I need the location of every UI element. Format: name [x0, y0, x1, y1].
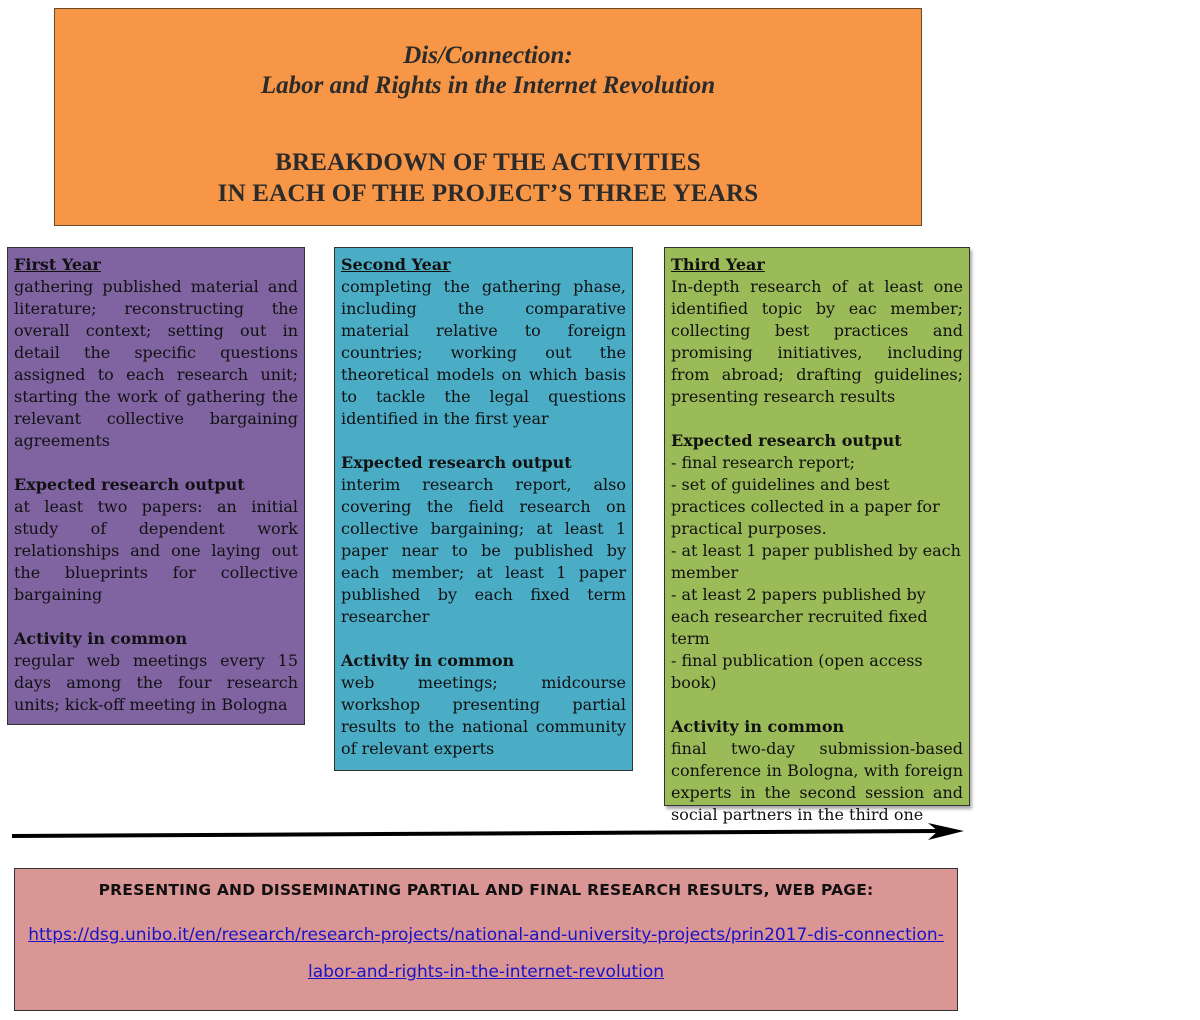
project-title-line1: Dis/Connection: — [403, 42, 573, 69]
year-title: Third Year — [671, 255, 765, 274]
year-description: gathering published material and literature; reconstructing the overall context; setting out in detail the specific questions assigned to each research unit; starting the work of gathering the relevant collective bargaining agreements — [14, 277, 298, 450]
activity-heading: Activity in common — [671, 717, 845, 736]
dissemination-heading: PRESENTING AND DISSEMINATING PARTIAL AND FINAL RESEARCH RESULTS, WEB PAGE: — [98, 881, 874, 899]
activity-heading: Activity in common — [14, 629, 188, 648]
activity-text: final two-day submission-based conference in Bologna, with foreign experts in the second session and social partners in the third one — [671, 739, 963, 824]
first-year-box — [7, 247, 305, 725]
title-box — [54, 8, 922, 226]
output-heading: Expected research output — [14, 475, 245, 494]
third-year-box — [664, 247, 970, 824]
breakdown-heading-line2: IN EACH OF THE PROJECT’S THREE YEARS — [217, 180, 759, 207]
output-item: - final publication (open access book) — [671, 651, 923, 692]
activity-text: regular web meetings every 15 days among the four research units; kick-off meeting in Bologna — [14, 651, 298, 714]
project-title — [55, 41, 921, 101]
second-year-box — [334, 247, 633, 771]
breakdown-heading — [55, 147, 921, 209]
project-web-link[interactable]: https://dsg.unibo.it/en/research/research-projects/national-and-university-projects/prin2017-dis-connection-labor-and-rights-in-the-internet-revolution — [28, 925, 944, 982]
year-title: First Year — [14, 255, 101, 274]
output-item: - final research report; — [671, 453, 856, 472]
output-item: - at least 2 papers published by each researcher recruited fixed term — [671, 585, 928, 648]
timeline-arrow — [12, 820, 966, 846]
breakdown-heading-line1: BREAKDOWN OF THE ACTIVITIES — [275, 149, 701, 176]
project-title-line2: Labor and Rights in the Internet Revolution — [260, 72, 716, 99]
output-list — [671, 452, 963, 694]
output-item: - at least 1 paper published by each member — [671, 541, 961, 582]
activity-text: web meetings; midcourse workshop presenting partial results to the national community of relevant experts — [341, 673, 626, 758]
output-heading: Expected research output — [671, 431, 902, 450]
dissemination-box — [14, 868, 958, 1011]
year-description: In-depth research of at least one identified topic by eac member; collecting best practices and promising initiatives, including from abroad; drafting guidelines; presenting research results — [671, 277, 963, 406]
output-text: interim research report, also covering the field research on collective bargaining; at least 1 paper near to be published by each member; at least 1 paper published by each fixed term researcher — [341, 475, 626, 626]
timeline-arrow-shaft — [12, 831, 942, 836]
year-description: completing the gathering phase, including the comparative material relative to foreign countries; working out the theoretical models on which basis to tackle the legal questions identified in the first year — [341, 277, 626, 428]
output-item: - set of guidelines and best practices collected in a paper for practical purposes. — [671, 475, 940, 538]
output-text: at least two papers: an initial study of dependent work relationships and one laying out the blueprints for collective bargaining — [14, 497, 298, 604]
activity-heading: Activity in common — [341, 651, 515, 670]
year-title: Second Year — [341, 255, 451, 274]
output-heading: Expected research output — [341, 453, 572, 472]
